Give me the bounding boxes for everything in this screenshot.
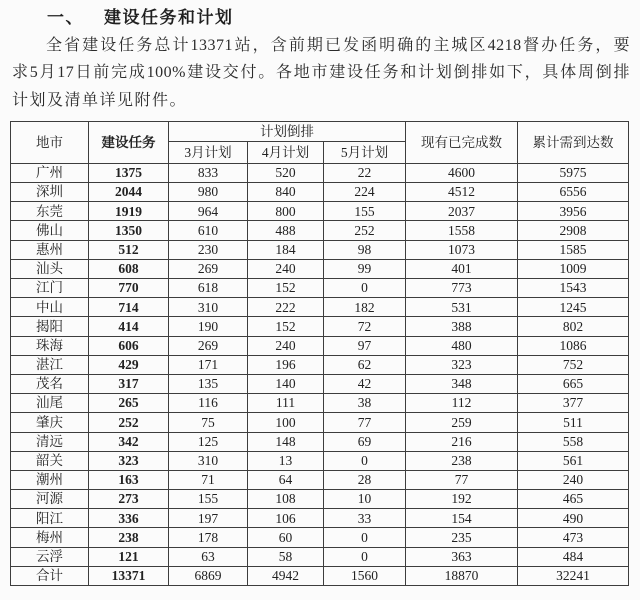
cell-plan-mar: 610 — [169, 221, 248, 240]
cell-task: 429 — [89, 355, 169, 374]
cell-plan-apr: 488 — [248, 221, 324, 240]
cell-completed: 4600 — [406, 163, 518, 182]
cell-cumulative: 32241 — [518, 566, 629, 585]
cell-cumulative: 6556 — [518, 183, 629, 202]
intro-paragraph — [12, 32, 630, 114]
cell-task: 606 — [89, 336, 169, 355]
cell-plan-mar: 135 — [169, 374, 248, 393]
cell-completed: 2037 — [406, 202, 518, 221]
paragraph-line: 计划及清单详见附件。 — [12, 91, 188, 109]
cell-task: 342 — [89, 432, 169, 451]
cell-plan-apr: 106 — [248, 509, 324, 528]
cell-city: 潮州 — [11, 470, 89, 489]
table-row — [11, 259, 629, 278]
cell-completed: 4512 — [406, 183, 518, 202]
table-row — [11, 451, 629, 470]
cell-completed: 363 — [406, 547, 518, 566]
cell-city: 佛山 — [11, 221, 89, 240]
cell-city: 深圳 — [11, 183, 89, 202]
construction-plan-table — [10, 121, 629, 586]
cell-plan-may: 42 — [324, 374, 406, 393]
cell-plan-apr: 520 — [248, 163, 324, 182]
cell-cumulative: 665 — [518, 374, 629, 393]
cell-plan-apr: 4942 — [248, 566, 324, 585]
table-row — [11, 528, 629, 547]
table-row — [11, 317, 629, 336]
cell-completed: 480 — [406, 336, 518, 355]
cell-completed: 1558 — [406, 221, 518, 240]
cell-plan-mar: 178 — [169, 528, 248, 547]
cell-city: 江门 — [11, 279, 89, 298]
cell-plan-mar: 980 — [169, 183, 248, 202]
cell-plan-may: 28 — [324, 470, 406, 489]
header-plan-mar: 3月计划 — [169, 141, 248, 163]
cell-plan-apr: 111 — [248, 394, 324, 413]
cell-plan-apr: 108 — [248, 490, 324, 509]
cell-plan-mar: 618 — [169, 279, 248, 298]
cell-plan-may: 72 — [324, 317, 406, 336]
section-number: 一、 — [47, 8, 84, 27]
cell-city: 揭阳 — [11, 317, 89, 336]
cell-plan-mar: 190 — [169, 317, 248, 336]
cell-plan-apr: 140 — [248, 374, 324, 393]
cell-plan-may: 33 — [324, 509, 406, 528]
cell-plan-may: 62 — [324, 355, 406, 374]
cell-plan-may: 0 — [324, 451, 406, 470]
cell-plan-mar: 269 — [169, 259, 248, 278]
cell-plan-apr: 100 — [248, 413, 324, 432]
cell-task: 512 — [89, 240, 169, 259]
cell-plan-mar: 63 — [169, 547, 248, 566]
cell-plan-may: 0 — [324, 547, 406, 566]
cell-cumulative: 490 — [518, 509, 629, 528]
cell-cumulative: 3956 — [518, 202, 629, 221]
cell-city: 惠州 — [11, 240, 89, 259]
cell-completed: 531 — [406, 298, 518, 317]
cell-task: 121 — [89, 547, 169, 566]
paragraph-line: 全省建设任务总计13371站，含前期已发函明确的主城区4218督办任务，要 — [46, 37, 630, 54]
table-row — [11, 336, 629, 355]
cell-plan-may: 77 — [324, 413, 406, 432]
cell-plan-may: 1560 — [324, 566, 406, 585]
cell-city: 汕头 — [11, 259, 89, 278]
header-row-1 — [11, 121, 629, 141]
header-task: 建设任务 — [89, 121, 169, 163]
cell-cumulative: 240 — [518, 470, 629, 489]
cell-task: 252 — [89, 413, 169, 432]
cell-cumulative: 1009 — [518, 259, 629, 278]
cell-plan-apr: 64 — [248, 470, 324, 489]
cell-completed: 154 — [406, 509, 518, 528]
cell-completed: 18870 — [406, 566, 518, 585]
cell-city: 湛江 — [11, 355, 89, 374]
cell-plan-mar: 964 — [169, 202, 248, 221]
cell-plan-mar: 71 — [169, 470, 248, 489]
cell-task: 317 — [89, 374, 169, 393]
cell-completed: 112 — [406, 394, 518, 413]
cell-cumulative: 2908 — [518, 221, 629, 240]
header-plan-may: 5月计划 — [324, 141, 406, 163]
cell-task: 608 — [89, 259, 169, 278]
cell-completed: 235 — [406, 528, 518, 547]
table-row — [11, 240, 629, 259]
cell-plan-may: 38 — [324, 394, 406, 413]
cell-city: 云浮 — [11, 547, 89, 566]
table-row — [11, 374, 629, 393]
cell-cumulative: 511 — [518, 413, 629, 432]
cell-task: 1919 — [89, 202, 169, 221]
cell-plan-mar: 310 — [169, 298, 248, 317]
cell-plan-may: 99 — [324, 259, 406, 278]
cell-plan-mar: 269 — [169, 336, 248, 355]
cell-cumulative: 1543 — [518, 279, 629, 298]
cell-city: 梅州 — [11, 528, 89, 547]
cell-plan-may: 10 — [324, 490, 406, 509]
header-plan-group: 计划倒排 — [169, 121, 406, 141]
cell-plan-apr: 240 — [248, 259, 324, 278]
cell-plan-may: 22 — [324, 163, 406, 182]
cell-plan-mar: 171 — [169, 355, 248, 374]
cell-plan-apr: 196 — [248, 355, 324, 374]
cell-plan-mar: 310 — [169, 451, 248, 470]
table-row — [11, 432, 629, 451]
paragraph-line: 求5月17日前完成100%建设交付。各地市建设任务和计划倒排如下，具体周倒排 — [12, 64, 630, 82]
cell-completed: 192 — [406, 490, 518, 509]
section-title-text: 建设任务和计划 — [104, 8, 234, 27]
cell-city: 广州 — [11, 163, 89, 182]
cell-completed: 388 — [406, 317, 518, 336]
cell-completed: 77 — [406, 470, 518, 489]
cell-city: 河源 — [11, 490, 89, 509]
cell-completed: 259 — [406, 413, 518, 432]
section-title — [47, 6, 630, 32]
cell-plan-may: 0 — [324, 528, 406, 547]
table-row — [11, 547, 629, 566]
table-row — [11, 509, 629, 528]
header-city: 地市 — [11, 121, 89, 163]
cell-plan-apr: 60 — [248, 528, 324, 547]
table-row — [11, 394, 629, 413]
cell-task: 336 — [89, 509, 169, 528]
cell-completed: 401 — [406, 259, 518, 278]
cell-city: 合计 — [11, 566, 89, 585]
cell-plan-apr: 13 — [248, 451, 324, 470]
cell-city: 阳江 — [11, 509, 89, 528]
cell-cumulative: 561 — [518, 451, 629, 470]
cell-completed: 238 — [406, 451, 518, 470]
cell-cumulative: 484 — [518, 547, 629, 566]
cell-completed: 323 — [406, 355, 518, 374]
cell-city: 茂名 — [11, 374, 89, 393]
cell-plan-apr: 152 — [248, 317, 324, 336]
cell-city: 中山 — [11, 298, 89, 317]
cell-plan-may: 224 — [324, 183, 406, 202]
cell-task: 1375 — [89, 163, 169, 182]
table-row — [11, 202, 629, 221]
table-row — [11, 355, 629, 374]
table-row — [11, 221, 629, 240]
cell-plan-may: 0 — [324, 279, 406, 298]
cell-task: 714 — [89, 298, 169, 317]
cell-completed: 1073 — [406, 240, 518, 259]
cell-task: 163 — [89, 470, 169, 489]
table-row — [11, 163, 629, 182]
cell-task: 770 — [89, 279, 169, 298]
header-cumulative: 累计需到达数 — [518, 121, 629, 163]
table-header — [11, 121, 629, 163]
cell-task: 273 — [89, 490, 169, 509]
table-row — [11, 298, 629, 317]
cell-plan-apr: 840 — [248, 183, 324, 202]
cell-plan-mar: 155 — [169, 490, 248, 509]
header-plan-apr: 4月计划 — [248, 141, 324, 163]
cell-city: 珠海 — [11, 336, 89, 355]
cell-completed: 216 — [406, 432, 518, 451]
cell-plan-mar: 6869 — [169, 566, 248, 585]
cell-plan-apr: 152 — [248, 279, 324, 298]
cell-city: 肇庆 — [11, 413, 89, 432]
cell-plan-apr: 184 — [248, 240, 324, 259]
cell-city: 韶关 — [11, 451, 89, 470]
cell-cumulative: 1585 — [518, 240, 629, 259]
cell-task: 323 — [89, 451, 169, 470]
table-body — [11, 163, 629, 585]
cell-cumulative: 473 — [518, 528, 629, 547]
cell-plan-apr: 800 — [248, 202, 324, 221]
total-row — [11, 566, 629, 585]
table-row — [11, 279, 629, 298]
cell-plan-mar: 197 — [169, 509, 248, 528]
cell-city: 东莞 — [11, 202, 89, 221]
table-row — [11, 413, 629, 432]
cell-city: 汕尾 — [11, 394, 89, 413]
cell-plan-apr: 240 — [248, 336, 324, 355]
cell-completed: 348 — [406, 374, 518, 393]
cell-cumulative: 802 — [518, 317, 629, 336]
cell-plan-may: 97 — [324, 336, 406, 355]
cell-cumulative: 1086 — [518, 336, 629, 355]
table-row — [11, 183, 629, 202]
cell-plan-may: 69 — [324, 432, 406, 451]
cell-plan-mar: 75 — [169, 413, 248, 432]
cell-plan-may: 252 — [324, 221, 406, 240]
cell-cumulative: 377 — [518, 394, 629, 413]
cell-task: 2044 — [89, 183, 169, 202]
cell-completed: 773 — [406, 279, 518, 298]
cell-plan-apr: 222 — [248, 298, 324, 317]
cell-task: 13371 — [89, 566, 169, 585]
cell-task: 265 — [89, 394, 169, 413]
cell-plan-mar: 125 — [169, 432, 248, 451]
header-completed: 现有已完成数 — [406, 121, 518, 163]
cell-city: 清远 — [11, 432, 89, 451]
cell-plan-mar: 116 — [169, 394, 248, 413]
cell-plan-apr: 58 — [248, 547, 324, 566]
cell-task: 238 — [89, 528, 169, 547]
cell-task: 414 — [89, 317, 169, 336]
cell-plan-apr: 148 — [248, 432, 324, 451]
cell-plan-mar: 230 — [169, 240, 248, 259]
table-row — [11, 470, 629, 489]
cell-plan-may: 98 — [324, 240, 406, 259]
cell-cumulative: 5975 — [518, 163, 629, 182]
cell-cumulative: 1245 — [518, 298, 629, 317]
cell-cumulative: 558 — [518, 432, 629, 451]
table-row — [11, 490, 629, 509]
cell-plan-may: 182 — [324, 298, 406, 317]
cell-task: 1350 — [89, 221, 169, 240]
cell-plan-may: 155 — [324, 202, 406, 221]
cell-cumulative: 465 — [518, 490, 629, 509]
cell-cumulative: 752 — [518, 355, 629, 374]
cell-plan-mar: 833 — [169, 163, 248, 182]
